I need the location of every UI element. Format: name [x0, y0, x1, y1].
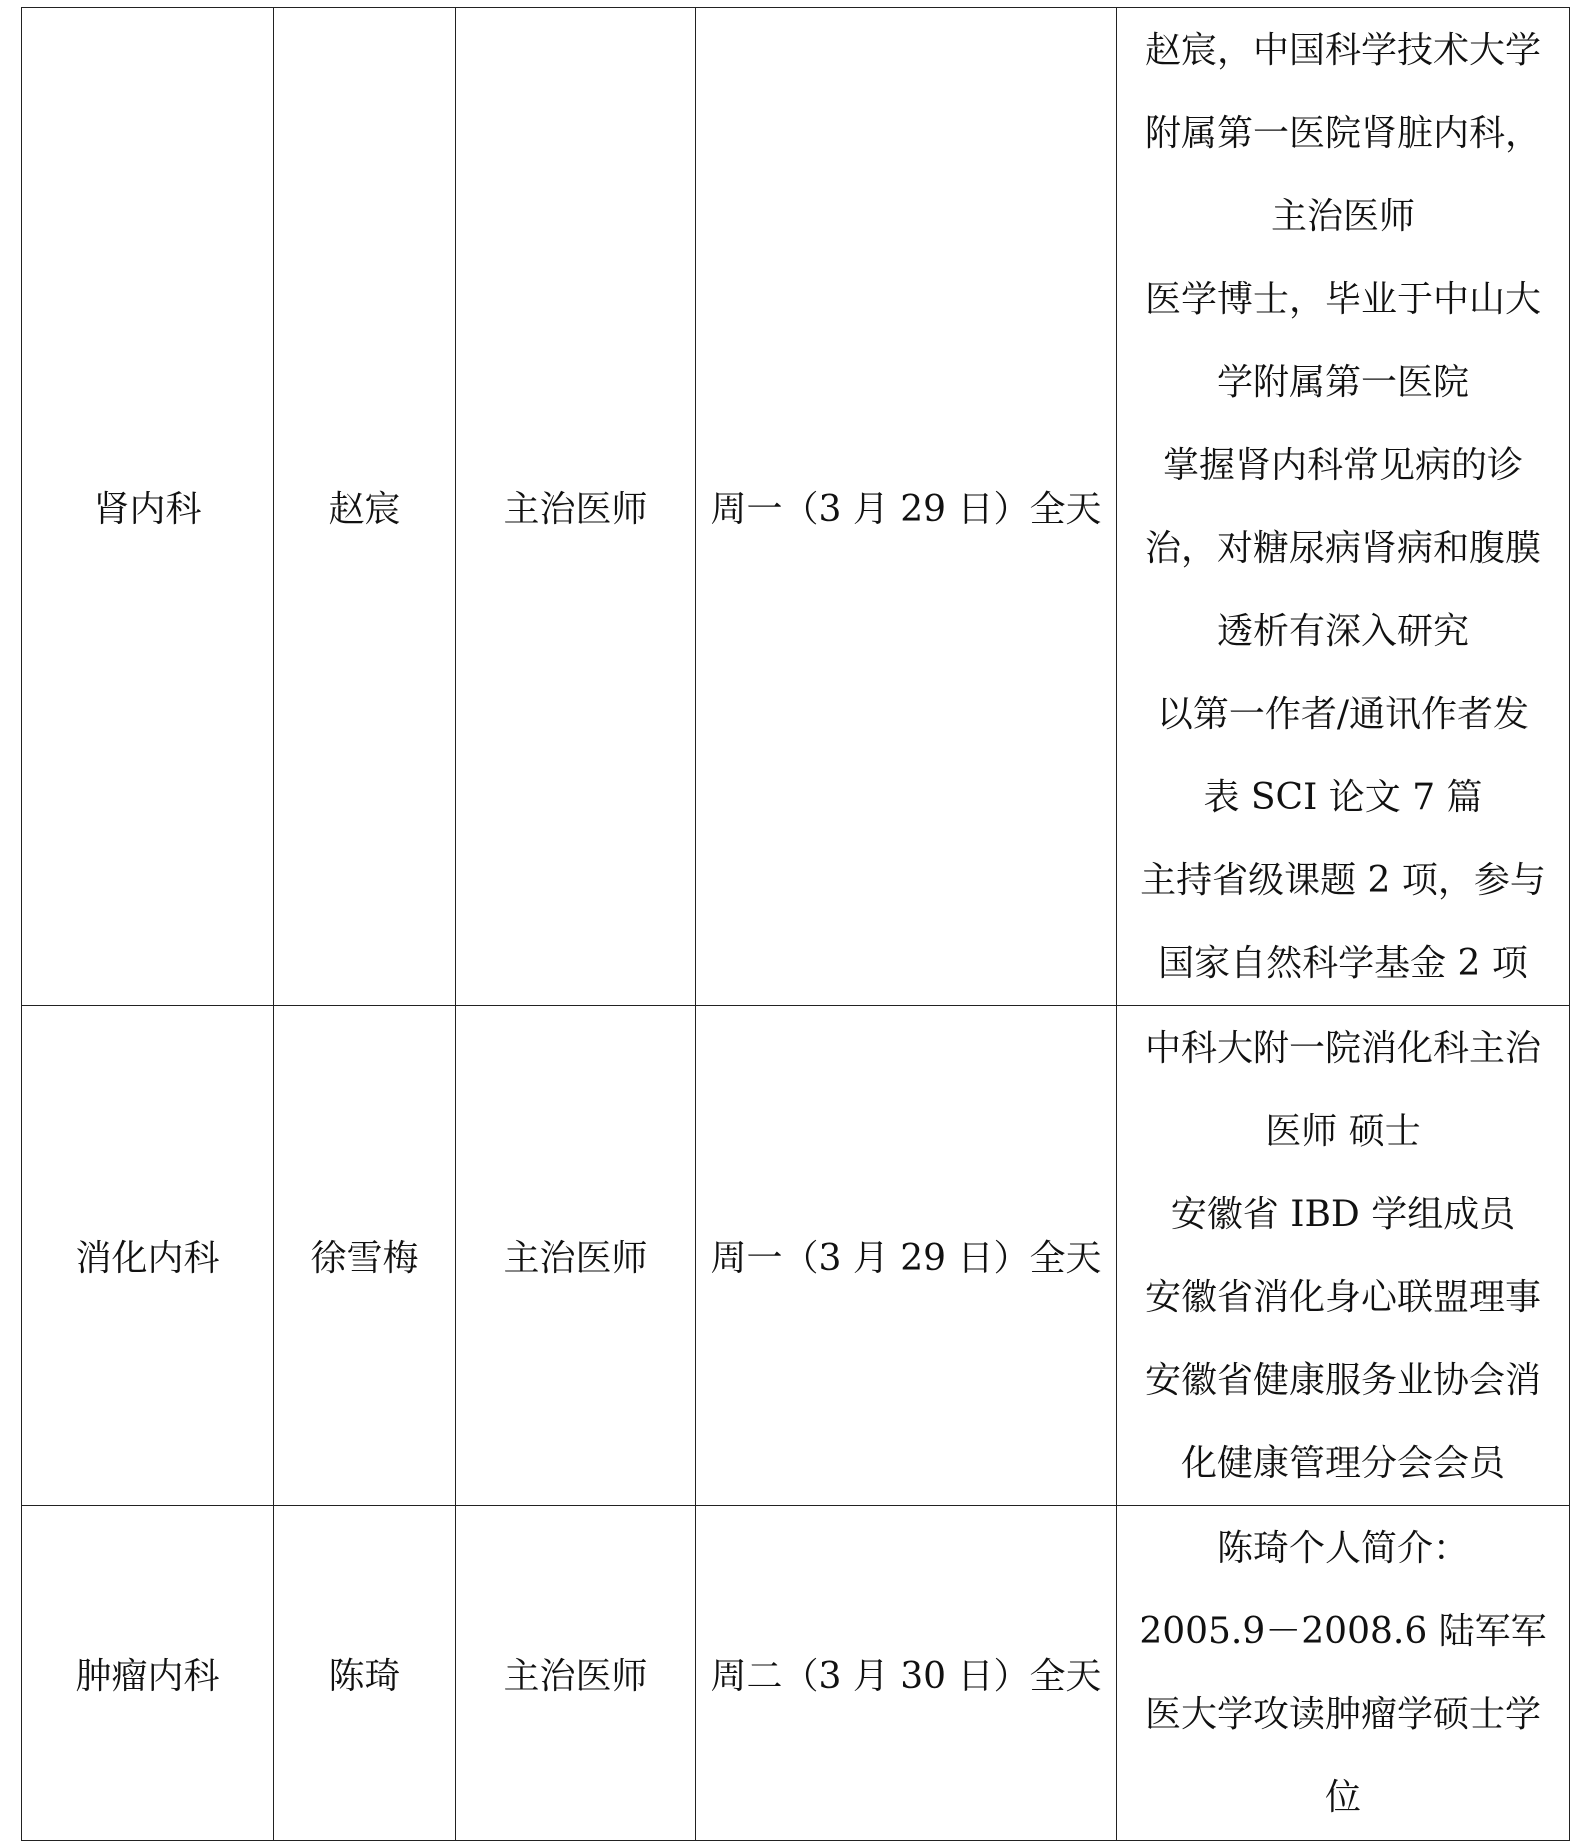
table-row — [22, 1506, 1570, 1841]
bio-line: 安徽省消化身心联盟理事 — [1144, 1276, 1541, 1318]
bio-line: 医师 硕士 — [1265, 1110, 1421, 1152]
doctor-title-cell: 主治医师 — [456, 1506, 696, 1841]
bio-line: 位 — [1324, 1777, 1361, 1818]
bio-line: 2005.9－2008.6 陆军军 — [1139, 1611, 1547, 1652]
bio-line: 透析有深入研究 — [1216, 610, 1469, 652]
doctor-name-cell: 赵宸 — [274, 8, 456, 1006]
bio-line: 赵宸，中国科学技术大学 — [1144, 29, 1541, 71]
bio-line: 安徽省健康服务业协会消 — [1144, 1359, 1541, 1401]
bio-line: 主治医师 — [1270, 195, 1415, 237]
doctor-bio-cell — [1117, 8, 1570, 1006]
bio-line: 掌握肾内科常见病的诊 — [1162, 444, 1523, 486]
bio-line: 以第一作者/通讯作者发 — [1156, 693, 1530, 735]
table-row — [22, 1006, 1570, 1506]
bio-line: 治，对糖尿病肾病和腹膜 — [1144, 527, 1541, 569]
bio-line: 医大学攻读肿瘤学硕士学 — [1144, 1694, 1541, 1735]
clinic-time-cell: 周一（3 月 29 日）全天 — [696, 1006, 1117, 1506]
bio-line: 附属第一医院肾脏内科， — [1144, 112, 1541, 154]
department-cell: 肿瘤内科 — [22, 1506, 274, 1841]
clinic-time-cell: 周二（3 月 30 日）全天 — [696, 1506, 1117, 1841]
doctor-bio-cell — [1117, 1006, 1570, 1506]
doctor-schedule-table — [21, 7, 1570, 1841]
bio-line: 安徽省 IBD 学组成员 — [1170, 1193, 1516, 1235]
bio-line: 主持省级课题 2 项，参与 — [1140, 859, 1546, 901]
bio-line: 化健康管理分会会员 — [1180, 1442, 1505, 1484]
department-cell: 消化内科 — [22, 1006, 274, 1506]
doctor-title-cell: 主治医师 — [456, 8, 696, 1006]
department-cell: 肾内科 — [22, 8, 274, 1006]
table-row — [22, 8, 1570, 1006]
bio-line: 医学博士，毕业于中山大 — [1144, 278, 1541, 320]
doctor-title-cell: 主治医师 — [456, 1006, 696, 1506]
doctor-bio-cell — [1117, 1506, 1570, 1841]
bio-line: 学附属第一医院 — [1216, 361, 1469, 403]
bio-line: 中科大附一院消化科主治 — [1144, 1027, 1541, 1069]
bio-line: 陈琦个人简介： — [1216, 1528, 1469, 1569]
bio-line: 表 SCI 论文 7 篇 — [1203, 776, 1483, 818]
doctor-name-cell: 陈琦 — [274, 1506, 456, 1841]
doctor-name-cell: 徐雪梅 — [274, 1006, 456, 1506]
bio-line: 国家自然科学基金 2 项 — [1158, 942, 1528, 984]
clinic-time-cell: 周一（3 月 29 日）全天 — [696, 8, 1117, 1006]
